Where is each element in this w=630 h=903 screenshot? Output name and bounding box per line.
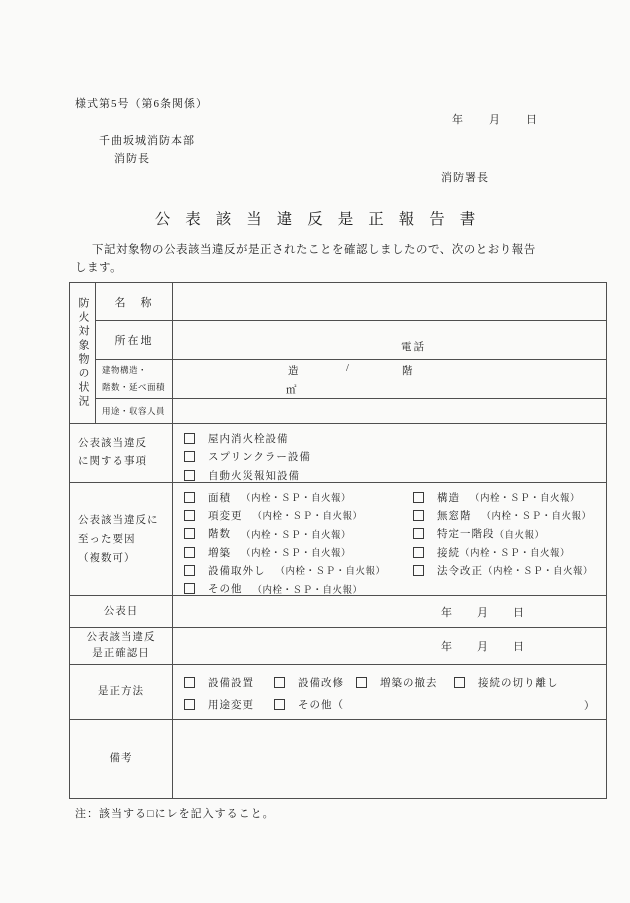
cause-option [413,488,593,506]
equipment-option [184,448,606,467]
checkbox[interactable] [274,677,285,688]
item-detail: （内栓・ＳＰ・自火報） [470,494,581,505]
cause-option [413,506,593,524]
floors-slash: / [346,363,349,374]
item-label: スプリンクラー設備 [208,452,311,464]
remarks-label: 備考 [70,720,173,798]
year-label: 年 [452,114,463,126]
method-option [184,697,254,711]
item-label: 設備改修 [298,677,344,689]
checkbox[interactable] [184,451,195,462]
month-label: 月 [489,114,500,126]
method-closing-paren: ） [584,701,595,712]
checkbox[interactable] [184,510,195,521]
item-label: その他（ [298,699,344,711]
item-label: 構造 [437,492,460,504]
month-label: 月 [477,606,488,619]
correction-date-label [70,628,173,664]
item-label: 設備設置 [208,677,254,689]
side-header-cell [70,283,96,423]
intro-line-1: 下記対象物の公表該当違反が是正されたことを確認しましたので、次のとおり報告 [92,244,536,256]
checkbox[interactable] [454,677,465,688]
recipient-org: 千曲坂城消防本部 [99,135,195,147]
cause-option [184,506,386,524]
checkbox[interactable] [184,677,195,688]
item-label: 接続 [437,547,460,559]
correction-date-label-line2: 是正確認日 [92,648,150,659]
structure-label-line1: 建物構造・ [102,365,148,375]
checkbox[interactable] [413,547,424,558]
cause-option [184,543,386,561]
item-detail: （内栓・ＳＰ・自火報） [241,549,352,560]
checkbox[interactable] [184,583,195,594]
checkbox[interactable] [413,510,424,521]
item-detail: （内栓・ＳＰ・自火報） [252,585,363,596]
item-label: 接続の切り離し [478,677,559,689]
item-detail: （内栓・ＳＰ・自火報） [483,567,594,578]
checkbox[interactable] [184,492,195,503]
item-label: 用途変更 [208,699,254,711]
cause-option [413,525,593,543]
checkbox[interactable] [184,699,195,710]
structure-label-line2: 階数・延べ面積 [102,382,166,392]
address-row-label: 所在地 [96,321,173,359]
floor-suffix-label: 階 [402,366,413,377]
method-option [274,697,344,711]
publication-date-label: 公表日 [70,596,173,627]
correction-date-label-line1: 公表該当違反 [86,632,156,643]
form-number: 様式第5号（第6条関係） [75,98,208,110]
item-detail: （内栓・ＳＰ・自火報） [460,549,571,560]
cause-option [184,561,386,579]
recipient-title: 消防長 [114,153,150,165]
cause-option [413,561,593,579]
method-label: 是正方法 [70,665,173,719]
structure-suffix-label: 造 [288,366,299,377]
method-option [454,675,559,689]
item-detail: （内栓・ＳＰ・自火報） [481,512,592,523]
cause-options [173,483,606,595]
cause-label-line3: （複数可） [78,552,136,564]
item-detail: （内栓・ＳＰ・自火報） [241,530,352,541]
checkbox[interactable] [184,470,195,481]
phone-label: 電話 [401,342,426,353]
structure-row-label [96,360,173,398]
item-label: 増築 [208,547,231,559]
item-label: 無窓階 [437,510,472,522]
correction-date-ymd [441,628,524,664]
month-label: 月 [477,641,488,653]
use-field[interactable] [173,399,606,423]
method-option [184,675,254,689]
cause-label-line1: 公表該当違反に [78,514,159,526]
checkbox[interactable] [274,699,285,710]
item-detail: （内栓・ＳＰ・自火報） [252,512,363,523]
item-label: 項変更 [208,510,243,522]
checkbox[interactable] [413,565,424,576]
equipment-label-line1: 公表該当違反 [78,438,147,449]
checkbox[interactable] [413,528,424,539]
intro-line-2: します。 [75,261,123,274]
name-row-label: 名 称 [96,283,173,320]
sender-title: 消防署長 [441,172,489,184]
item-label: 階数 [208,529,231,541]
method-options [173,665,606,719]
item-label: 特定一階段 [437,529,495,541]
day-label: 日 [526,114,537,126]
use-row-label: 用途・収容人員 [96,399,173,423]
day-label: 日 [513,641,524,653]
item-label: 屋内消火栓設備 [208,433,289,445]
correction-date-field[interactable] [173,628,606,664]
equipment-section-label [70,424,173,482]
address-field[interactable] [173,321,606,359]
top-date-line [452,111,537,127]
side-header-label: 防火対象物の状況 [77,297,89,409]
method-option [274,675,344,689]
method-option [356,675,438,689]
cause-option [184,488,386,506]
checkbox[interactable] [413,492,424,503]
item-label: 設備取外し [208,565,266,577]
item-detail: （内栓・ＳＰ・自火報） [275,567,386,578]
checkbox[interactable] [184,528,195,539]
equipment-label-line2: に関する事項 [78,456,147,467]
name-field[interactable] [173,283,606,320]
checkbox[interactable] [184,547,195,558]
item-label: その他 [208,584,243,596]
intro-paragraph [75,242,580,277]
item-label: 自動火災報知設備 [208,470,300,482]
structure-field[interactable] [173,360,606,398]
equipment-options [173,424,606,482]
form-table [69,282,607,799]
cause-option [184,525,386,543]
item-label: 法令改正 [437,565,483,577]
page-title: 公表該当違反是正報告書 [154,211,491,228]
publication-date-ymd [441,596,524,627]
checkbox[interactable] [356,677,367,688]
equipment-option [184,429,606,448]
year-label: 年 [441,641,452,653]
remarks-field[interactable] [173,720,606,798]
day-label: 日 [513,606,524,619]
footer-note: 注：該当する□にレを記入すること。 [75,808,275,820]
cause-label-line2: 至った要因 [78,533,136,545]
equipment-option [184,466,606,485]
item-detail: （自火報） [494,530,545,541]
cause-option [413,543,593,561]
area-unit-label: ㎡ [286,385,297,396]
year-label: 年 [441,606,452,619]
cause-section-label [70,483,173,595]
checkbox[interactable] [184,433,195,444]
item-label: 面積 [208,492,231,504]
publication-date-field[interactable] [173,596,606,627]
checkbox[interactable] [184,565,195,576]
item-label: 増築の撤去 [380,677,438,689]
item-detail: （内栓・ＳＰ・自火報） [241,494,352,505]
